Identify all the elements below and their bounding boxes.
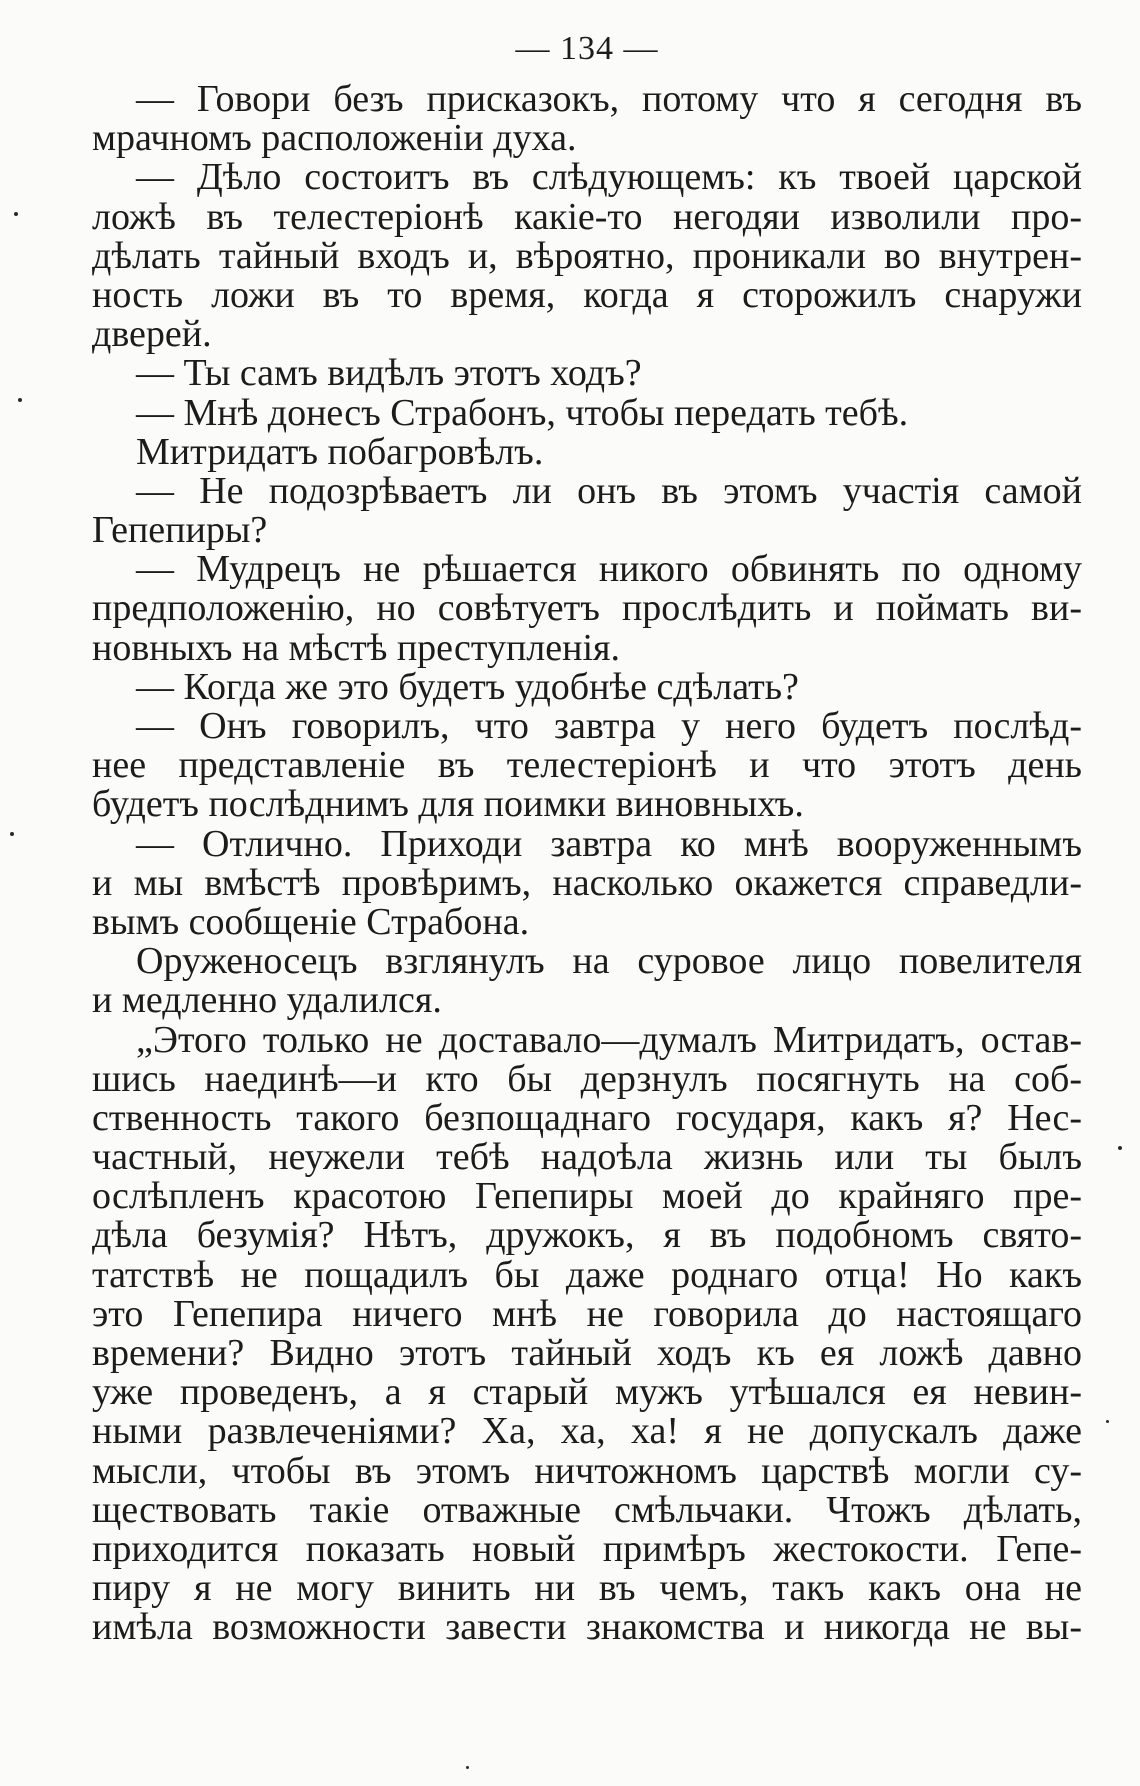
text-line: Гепепиры?: [92, 511, 268, 551]
text-line: дверей.: [92, 315, 212, 355]
text-line: предположенію, но совѣтуетъ прослѣдить и поймать ви-: [92, 589, 1082, 629]
text-line: приходится показать новый примѣръ жестокости. Гепе-: [92, 1529, 1082, 1570]
text-line: и медленно удалился.: [92, 981, 442, 1021]
text-line: ными развлеченіями? Ха, ха, ха! я не допускалъ даже: [92, 1412, 1082, 1452]
text-line: вымъ сообщеніе Страбона.: [92, 902, 530, 943]
text-line: Оруженосецъ взглянулъ на суровое лицо повелителя: [136, 942, 1082, 982]
text-line: это Гепепира ничего мнѣ не говорила до настоящаго: [92, 1294, 1082, 1334]
text-line: шись наединѣ—и кто бы дерзнулъ посягнуть на соб-: [92, 1059, 1082, 1099]
page-body-text: [92, 80, 1082, 1648]
text-line: — Ты самъ видѣлъ этотъ ходъ?: [136, 354, 642, 394]
text-line: новныхъ на мѣстѣ преступленія.: [92, 628, 620, 668]
text-line: — Отлично. Приходи завтра ко мнѣ вооруженнымъ: [136, 824, 1082, 864]
text-line: — Мнѣ донесъ Страбонъ, чтобы передать тебѣ.: [136, 393, 909, 433]
text-line: дѣлать тайный входъ и, вѣроятно, проникали во внутрен-: [92, 236, 1082, 276]
text-line: и мы вмѣстѣ провѣримъ, насколько окажется справедли-: [92, 863, 1082, 903]
text-line: ственность такого безпощаднаго государя, какъ я? Нес-: [92, 1098, 1082, 1139]
book-page: [92, 28, 1082, 1648]
text-line: — Говори безъ присказокъ, потому что я сегодня въ: [136, 80, 1082, 120]
text-line: ществовать такіе отважные смѣльчаки. Чтожъ дѣлать,: [92, 1490, 1082, 1530]
text-line: имѣла возможности завести знакомства и никогда не вы-: [92, 1608, 1082, 1648]
text-line: — Не подозрѣваетъ ли онъ въ этомъ участія самой: [136, 471, 1082, 512]
text-line: пиру я не могу винить ни въ чемъ, такъ какъ она не: [92, 1569, 1082, 1609]
text-line: уже проведенъ, а я старый мужъ утѣшался ея невин-: [92, 1373, 1082, 1413]
text-line: — Мудрецъ не рѣшается никого обвинять по одному: [136, 550, 1082, 590]
text-line: мысли, чтобы въ этомъ ничтожномъ царствѣ могли су-: [92, 1451, 1082, 1491]
text-line: времени? Видно этотъ тайный ходъ къ ея ложѣ давно: [92, 1334, 1082, 1374]
text-line: — Онъ говорилъ, что завтра у него будетъ послѣд-: [136, 707, 1082, 747]
text-line: мрачномъ расположеніи духа.: [92, 119, 577, 159]
text-line: татствѣ не пощадилъ бы даже роднаго отца! Но какъ: [92, 1255, 1082, 1295]
text-line: ослѣпленъ красотою Гепепиры моей до крайняго пре-: [92, 1177, 1082, 1217]
text-line: Митридатъ побагровѣлъ.: [136, 432, 544, 472]
text-line: — Дѣло состоитъ въ слѣдующемъ: къ твоей царской: [136, 158, 1082, 198]
page-number: — 134 —: [515, 30, 659, 67]
text-line: ложѣ въ телестеріонѣ какіе-то негодяи изволили про-: [92, 197, 1082, 237]
text-line: — Когда же это будетъ удобнѣе сдѣлать?: [136, 667, 799, 707]
text-line: ность ложи въ то время, когда я сторожилъ снаружи: [92, 275, 1082, 316]
text-line: дѣла безумія? Нѣтъ, дружокъ, я въ подобномъ свято-: [92, 1216, 1082, 1256]
text-line: „Этого только не доставало—думалъ Митридатъ, остав-: [136, 1020, 1082, 1060]
text-line: будетъ послѣднимъ для поимки виновныхъ.: [92, 785, 804, 825]
text-line: нее представленіе въ телестеріонѣ и что этотъ день: [92, 746, 1082, 786]
text-line: частный, неужели тебѣ надоѣла жизнь или ты былъ: [92, 1138, 1082, 1178]
